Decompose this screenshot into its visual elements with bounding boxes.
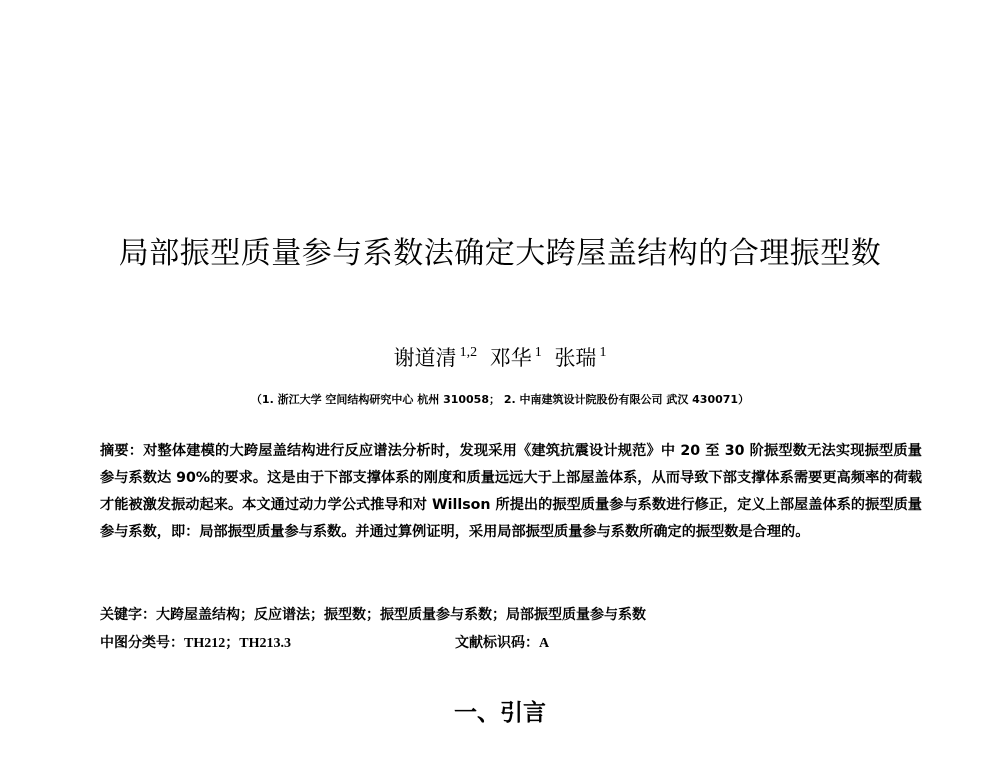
abstract-text: 对整体建模的大跨屋盖结构进行反应谱法分析时，发现采用《建筑抗震设计规范》中 20 至 30 阶振型数无法实现振型质量参与系数达 90%的要求。这是由于下部支撑体系的刚度和质量远远大于上部屋盖体系，从而导致下部支撑体系需要更高频率的荷载才能被激发振动起来。本文通过动力学公式推导和对 Willson 所提出的振型质量参与系数进行修正，定义上部屋盖体系的振型质量参与系数，即：局部振型质量参与系数。并通过算例证明，采用局部振型质量参与系数所确定的振型数是合理的。 — [100, 443, 922, 540]
classification-label: 中图分类号： — [100, 635, 184, 651]
author — [490, 342, 542, 372]
author — [394, 342, 478, 372]
section-heading: 一、引言 — [454, 700, 546, 726]
document-code-label: 文献标识码： — [455, 635, 539, 651]
author-name: 张瑞 — [554, 346, 597, 370]
classification-value: TH212；TH213.3 — [184, 636, 291, 651]
author-affiliation-mark: 1 — [534, 345, 542, 360]
author-line — [0, 342, 1000, 372]
abstract — [100, 438, 922, 546]
paper-title: 局部振型质量参与系数法确定大跨屋盖结构的合理振型数 — [118, 236, 882, 271]
author-affiliation-mark: 1 — [599, 345, 607, 360]
keywords-label: 关键字： — [100, 607, 156, 623]
abstract-label: 摘要： — [100, 443, 144, 459]
author-name: 邓华 — [489, 346, 532, 370]
affiliation-line: （1. 浙江大学 空间结构研究中心 杭州 310058； 2. 中南建筑设计院股份有限公司 武汉 430071） — [250, 393, 750, 406]
classification-row — [100, 632, 922, 652]
author — [554, 342, 606, 372]
keywords-text: 大跨屋盖结构；反应谱法；振型数；振型质量参与系数；局部振型质量参与系数 — [156, 607, 646, 623]
document-code — [455, 632, 549, 652]
keywords — [100, 604, 922, 624]
author-name: 谢道清 — [393, 346, 457, 370]
document-code-value: A — [539, 636, 550, 651]
author-affiliation-mark: 1,2 — [459, 345, 478, 360]
